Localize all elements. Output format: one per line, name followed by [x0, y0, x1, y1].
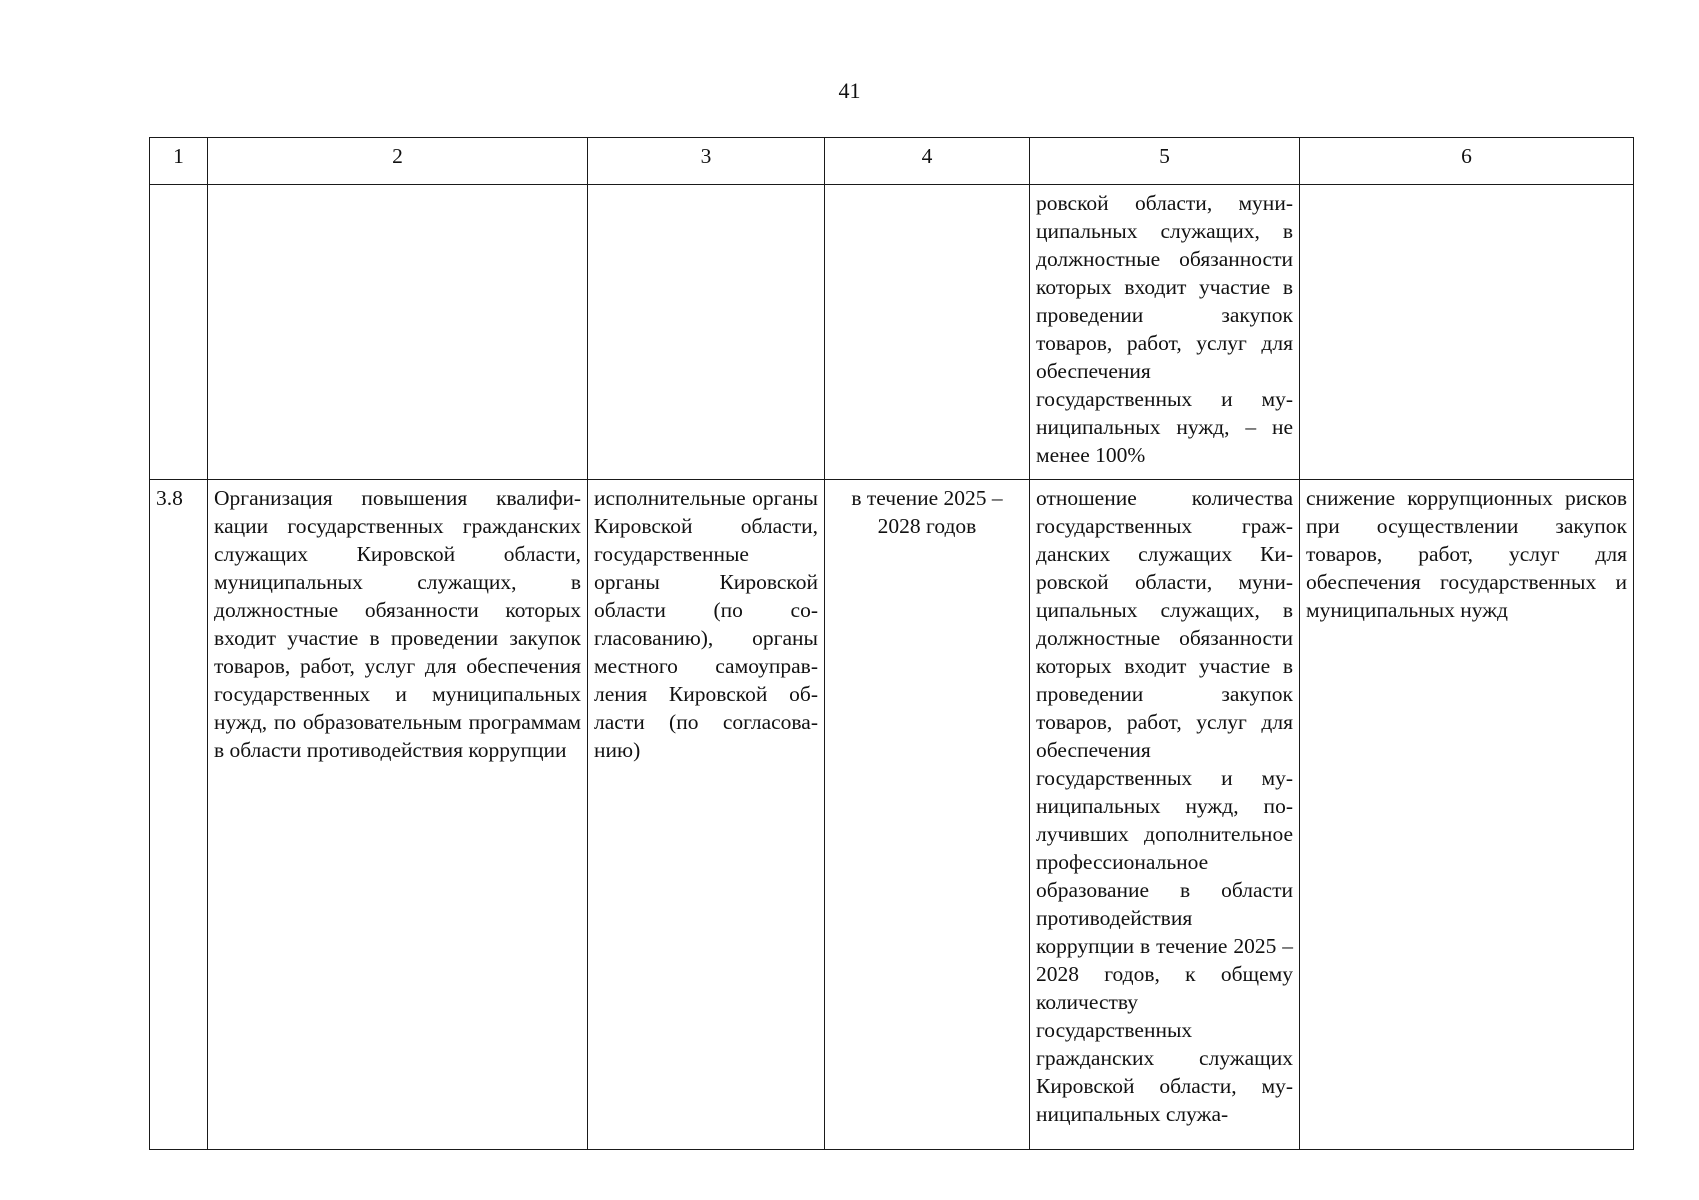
page-number: 41	[838, 78, 861, 103]
cell-executors	[588, 185, 825, 480]
header-col-6: 6	[1300, 138, 1634, 185]
cell-num	[150, 185, 208, 480]
cell-result: снижение коррупционных рисков при осуществлении закупок товаров, работ, услуг для обеспечения государственных и муниципальных нужд	[1300, 480, 1634, 1150]
measures-table	[149, 137, 1634, 1150]
table-row	[150, 185, 1634, 480]
cell-measure: Организация повышения квалификации государственных гражданских служащих Кировской области, муниципальных служащих, в должностные обязанности которых входит участие в проведении закупок товаров, работ, услуг для обеспечения государственных и муниципальных нужд, по образовательным программам в области противодействия коррупции	[208, 480, 588, 1150]
header-col-1: 1	[150, 138, 208, 185]
table-body	[150, 185, 1634, 1150]
cell-result	[1300, 185, 1634, 480]
cell-indicator: отношение количества государственных гражданских служащих Кировской области, муниципальных служащих, в должностные обязанности которых входит участие в проведении закупок товаров, работ, услуг для обеспечения государственных и муниципальных нужд, получивших дополнительное профессиональное образование в области противодействия коррупции в течение 2025 – 2028 годов, к общему количеству государственных гражданских служащих Кировской области, муниципальных служа-	[1030, 480, 1300, 1150]
header-col-3: 3	[588, 138, 825, 185]
header-col-5: 5	[1030, 138, 1300, 185]
header-col-4: 4	[825, 138, 1030, 185]
cell-indicator: ровской области, муниципальных служащих, в должностные обязанности которых входит участие в проведении закупок товаров, работ, услуг для обеспечения государственных и муниципальных нужд, – не менее 100%	[1030, 185, 1300, 480]
cell-term: в течение 2025 – 2028 годов	[825, 480, 1030, 1150]
cell-measure	[208, 185, 588, 480]
header-col-2: 2	[208, 138, 588, 185]
header-row	[150, 138, 1634, 185]
cell-executors: исполнительные органы Кировской области, государственные органы Кировской области (по согласованию), органы местного самоуправления Кировской области (по согласованию)	[588, 480, 825, 1150]
cell-num: 3.8	[150, 480, 208, 1150]
cell-term	[825, 185, 1030, 480]
table-row	[150, 480, 1634, 1150]
table-header	[150, 138, 1634, 185]
